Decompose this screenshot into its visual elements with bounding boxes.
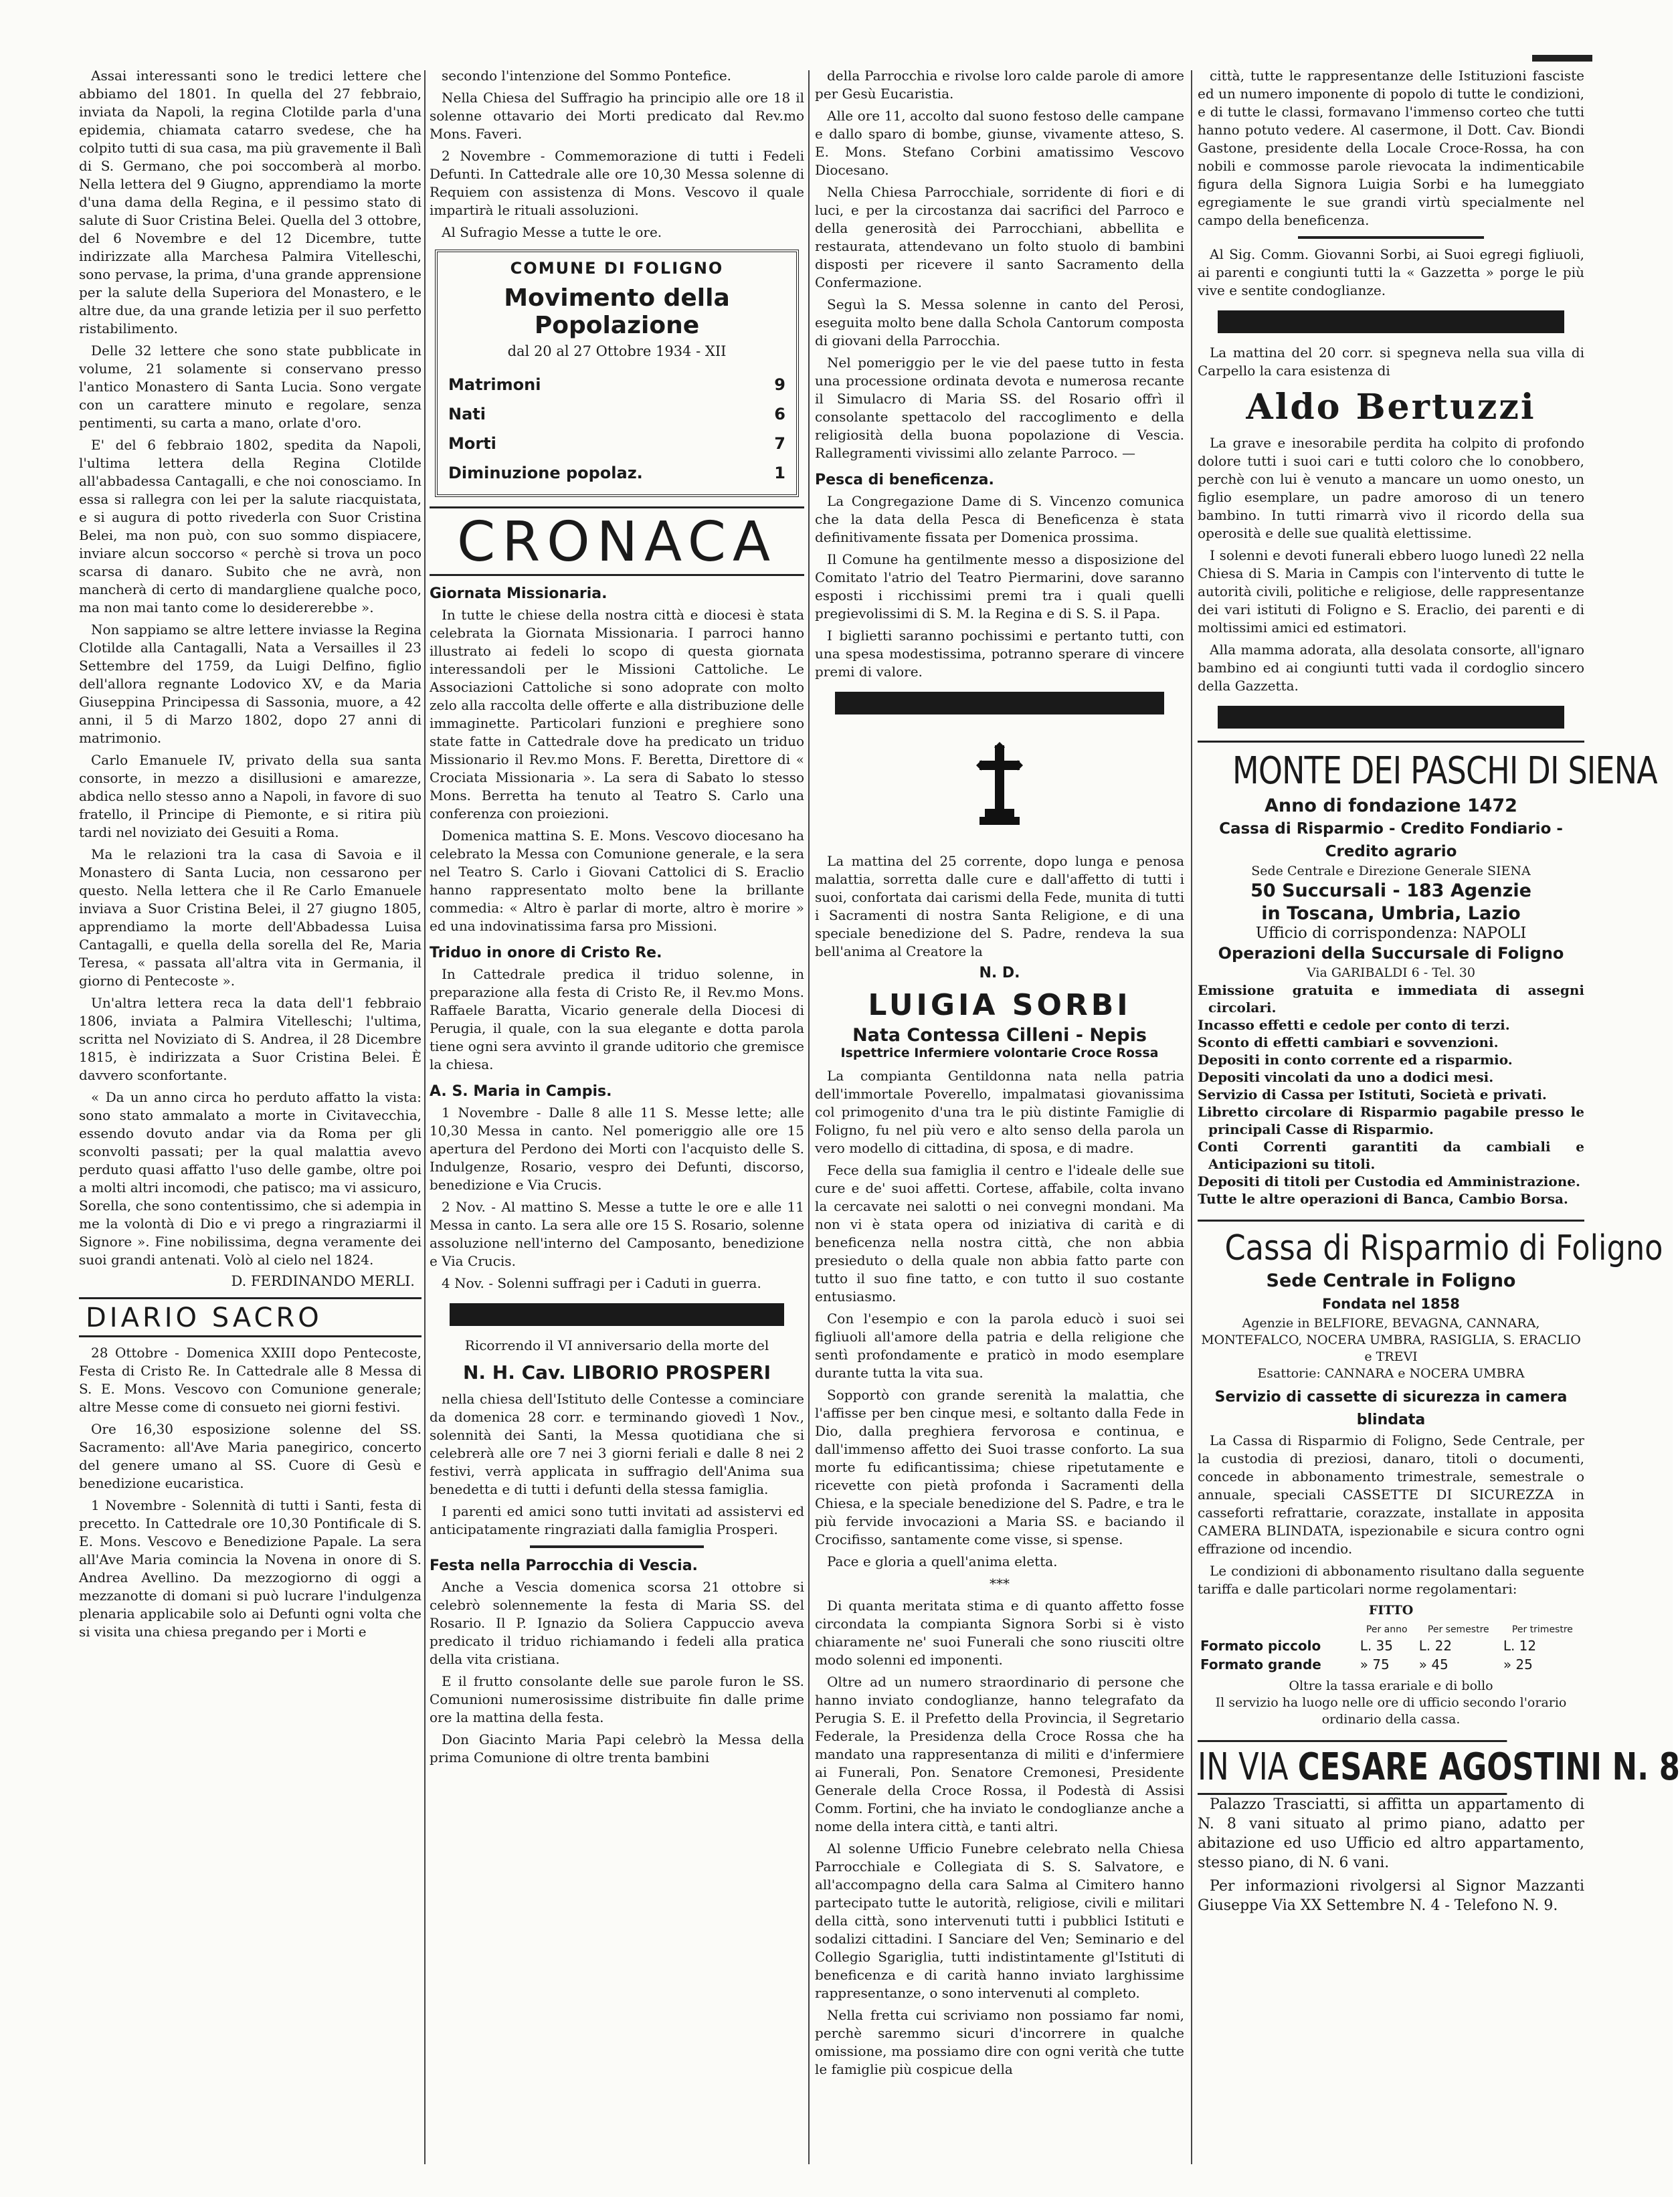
paragraph: Fece della sua famiglia il centro e l'ideale delle sue cure e de' suoi affetti. Cortese, affabile, colta invano la cercavate nei salotti o nei convegni mondani. Ma non vi è stata opera od iniziativa di carità e di beneficenza nella nostra città, che non abbia presieduto o della quale non abbia fatto parte con tutto il suo fine tatto, e con tutto il suo costante entusiasmo.	[815, 1162, 1184, 1305]
paragraph: I solenni e devoti funerali ebbero luogo lunedì 22 nella Chiesa di S. Maria in Campis con l'intervento di tutte le autorità civili, politiche e religiose, delle rappresentanze dei vari istituti di Foligno e S. Eraclio, dei parenti e di moltissimi amici ed estimatori.	[1198, 547, 1584, 636]
letters-article	[79, 67, 422, 1289]
paragraph: Le condizioni di abbonamento risultano dalla seguente tariffa e dalle particolari norme regolamentari:	[1198, 1563, 1584, 1597]
list-item: Emissione gratuita e immediata di assegni circolari.	[1198, 982, 1584, 1016]
stat-row	[448, 399, 785, 429]
paragraph: della Parrocchia e rivolse loro calde parole di amore per Gesù Eucaristia.	[815, 68, 1184, 102]
table-cell: L. 22	[1418, 1638, 1453, 1654]
heading: A. S. Maria in Campis.	[430, 1083, 612, 1100]
stat-row	[448, 458, 785, 488]
list-item: Libretto circolare di Risparmio pagabile presso le principali Casse di Risparmio.	[1198, 1104, 1584, 1137]
fitto-label: FITTO	[1368, 1603, 1414, 1618]
paragraph: 28 Ottobre - Domenica XXIII dopo Pentecoste, Festa di Cristo Re. In Cattedrale alle 8 Messa di S. E. Mons. Vescovo con Comunione generale; altre Messe come di consueto nei giorni festivi.	[79, 1345, 422, 1415]
paragraph: La Congregazione Dame di S. Vincenzo comunica che la data della Pesca di Beneficenza è stata definitivamente fissata per Domenica prossima.	[815, 493, 1184, 545]
ad-small: Agenzie in BELFIORE, BEVAGNA, CANNARA, MONTEFALCO, NOCERA UMBRA, RASIGLIA, S. ERACLIO e TREVI	[1201, 1316, 1581, 1364]
box-dates: dal 20 al 27 Ottobre 1934 - XII	[507, 343, 727, 359]
divider	[530, 1545, 704, 1548]
paragraph: Ore 16,30 esposizione solenne del SS. Sacramento: all'Ave Maria panegirico, concerto del genere umano al SS. Cuore di Gesù e benedizione eucaristica.	[79, 1421, 422, 1491]
table-cell: » 45	[1418, 1656, 1449, 1673]
paragraph: Don Giacinto Maria Papi celebrò la Messa della prima Comunione di oltre trenta bambini	[430, 1731, 804, 1765]
list-item: Incasso effetti e cedole per conto di terzi.	[1198, 1017, 1510, 1033]
title-nd: N. D.	[979, 965, 1020, 981]
paragraph: 4 Nov. - Solenni suffragi per i Caduti in guerra.	[442, 1275, 761, 1291]
column-rule	[424, 70, 426, 2164]
paragraph: La compianta Gentildonna nata nella patria dell'immortale Poverello, impalmatasi giovanissima col primogenito d'una tra le più distinte Famiglie di Foligno, fu nel più vero e alto senso della parola un vero modello di cittadina, di sposa, e di madre.	[815, 1068, 1184, 1156]
ad-title: Cassa di Risparmio di Foligno	[1224, 1228, 1663, 1268]
list-item: Conti Correnti garantiti da cambiali e Anticipazioni su titoli.	[1198, 1139, 1584, 1172]
table-cell: » 75	[1360, 1656, 1390, 1673]
stat-label: Matrimoni	[448, 375, 541, 394]
paragraph: Anche a Vescia domenica scorsa 21 ottobre si celebrò solennemente la festa di Maria SS. del Rosario. Il P. Ignazio da Soliera Cappuccio aveva predicato il triduo richiamando i fedeli alla pratica della vita cristiana.	[430, 1579, 804, 1667]
stat-label: Diminuzione popolaz.	[448, 464, 643, 482]
table-cell: Formato piccolo	[1200, 1638, 1321, 1654]
paragraph: Palazzo Trasciatti, si affitta un appartamento di N. 8 vani situato al primo piano, adatto per abitazione ed uso Ufficio ed altro appartamento, stesso piano, di N. 6 vani.	[1198, 1796, 1584, 1871]
table-cell: L. 35	[1360, 1638, 1394, 1654]
column-rule	[1191, 70, 1192, 2164]
ad-list	[1198, 981, 1584, 1208]
mourning-rule	[835, 692, 1164, 714]
heading: Pesca di beneficenza.	[815, 472, 994, 488]
table-cell: Formato grande	[1200, 1656, 1321, 1673]
list-item: Depositi in conto corrente ed a risparmio.	[1198, 1052, 1513, 1068]
paragraph: Non sappiamo se altre lettere inviasse la Regina Clotilde alla Cantagalli, Nata a Versailles il 23 Settembre del 1759, da Luigi Delfino, figlio dell'allora regnante Lodovico XV, e da Maria Giuseppina Principessa di Sassonia, muore, a 42 anni, il 5 di Marzo 1802, dopo 27 anni di matrimonio.	[79, 622, 422, 746]
ad-via-title	[1198, 1740, 1680, 1795]
paragraph: Sopportò con grande serenità la malattia, che l'affisse per ben cinque mesi, e soltanto dalla Fede in Dio, dalla preghiera fervorosa e continua, e dall'immenso affetto dei Suoi trasse conforto. La sua morte fu edificantissima; chiese ripetutamente e ricevette con pietà profonda i Sacramenti della Chiesa, e la speciale benedizione del S. Padre, e tra le più fervide invocazioni a Maria SS. e baciando il Crocifisso, santamente come visse, si spense.	[815, 1387, 1184, 1547]
paragraph: Ma le relazioni tra la casa di Savoia e il Monastero di Santa Lucia, non cessarono per questo. Nella lettera che il Re Carlo Emanuele inviava a Suor Cristina Belei, il 27 giugno 1805, apprendiamo la morte dell'Abbadessa Luisa Cantagalli, e quella della sorella del Re, Maria Teresa, « passata all'altra vita in Germania, il giorno di Pentecoste ».	[79, 846, 422, 989]
table-row	[1198, 1655, 1584, 1674]
paragraph: Pace e gloria a quell'anima eletta.	[827, 1553, 1058, 1569]
paragraph: In tutte le chiese della nostra città e diocesi è stata celebrata la Giornata Missionaria. I parroci hanno illustrato ai fedeli lo scopo di questa giornata interessandoli per le Missioni Cattoliche. Le Associazioni Cattoliche si sono adoprate con molto zelo alla raccolta delle offerte e alla distribuzione delle immaginette. Particolari funzioni e preghiere sono state fatte in Cattedrale dove ha predicato un triduo Missionario il Rev.mo Mons. F. Beretta, Direttore di « Crociata Missionaria ». La sera di Sabato lo stesso Mons. Berretta ha tenuto al Teatro S. Carlo una conferenza con proiezioni.	[430, 607, 804, 822]
paragraph: Ricorrendo il VI anniversario della morte del	[464, 1337, 769, 1353]
ad-line: Fondata nel 1858	[1322, 1296, 1460, 1312]
paragraph: Al Sig. Comm. Giovanni Sorbi, ai Suoi egregi figliuoli, ai parenti e congiunti tutti la « Gazzetta » porge le più vive e sentite condoglianze.	[1198, 246, 1584, 298]
list-item: Tutte le altre operazioni di Banca, Cambio Borsa.	[1198, 1191, 1568, 1207]
paragraph: Nel pomeriggio per le vie del paese tutto in festa una processione ordinata devota e numerosa recante il Simulacro di Maria SS. del Rosario offrì il consolante spettacolo del raccoglimento e della religiosità della buona popolazione di Vescia. Rallegramenti vivissimi allo zelante Parroco. —	[815, 355, 1184, 461]
table-row	[1198, 1636, 1584, 1655]
column-4	[1198, 67, 1680, 2168]
ad-small: Oltre la tassa erariale e di bollo	[1289, 1679, 1493, 1693]
paragraph: Con l'esempio e con la parola educò i suoi sei figliuoli all'amore della patria e della religione che sentì profondamente e praticò in modo esemplare durante tutta la vita sua.	[815, 1311, 1184, 1381]
paragraph: Un'altra lettera reca la data dell'1 febbraio 1806, inviata a Palmira Vitelleschi; l'ultima, scritta nel Noviziato di S. Andrea, il 28 Dicembre 1815, è indirizzata a Suor Cristina Belei. È davvero sconfortante.	[79, 995, 422, 1083]
deceased-subtitle: Nata Contessa Cilleni - Nepis	[852, 1025, 1147, 1046]
table-header	[1198, 1623, 1584, 1636]
paragraph: Al solenne Ufficio Funebre celebrato nella Chiesa Parrocchiale e Collegiata di S. S. Salvatore, e all'accompagno della cara Salma al Cimitero hanno partecipato tutte le autorità, religiose, civili e militari della città, sono intervenuti tutti i pubblici Istituti e sodalizi cittadini. I Sanciare del Ven; Seminario e del Collegio Sgariglia, tutti indistintamente gl'Istituti di beneficenza e di carità hanno inviato larghissime rappresentanze, o sono intervenuti al completo.	[815, 1840, 1184, 2001]
paragraph: 2 Nov. - Al mattino S. Messe a tutte le ore e alle 11 Messa in canto. La sera alle ore 15 S. Rosario, solenne assoluzione nell'interno del Camposanto, benedizione e Via Crucis.	[430, 1199, 804, 1269]
stat-value: 6	[774, 405, 785, 423]
table-cell: Per anno	[1366, 1624, 1408, 1635]
table-cell: Per semestre	[1427, 1624, 1489, 1635]
deceased-name: Aldo Bertuzzi	[1246, 387, 1536, 427]
ad-line: Servizio di cassette di sicurezza in camera blindata	[1214, 1389, 1568, 1428]
ad-line: Anno di fondazione 1472	[1265, 795, 1517, 816]
ad-title-part: CESARE AGOSTINI N. 8	[1297, 1745, 1680, 1789]
heading: Triduo in onore di Cristo Re.	[430, 945, 662, 961]
paragraph: Alle ore 11, accolto dal suono festoso delle campane e dallo sparo di bombe, giunse, vivamente atteso, S. E. Mons. Stefano Corbini amatissimo Vescovo Diocesano.	[815, 108, 1184, 178]
paragraph: Per informazioni rivolgersi al Signor Mazzanti Giuseppe Via XX Settembre N. 4 - Telefono N. 9.	[1198, 1878, 1584, 1914]
paragraph: I parenti ed amici sono tutti invitati ad assistervi ed anticipatamente ringraziati dalla famiglia Prosperi.	[430, 1503, 804, 1537]
column-rule	[808, 70, 810, 2164]
mourning-rule	[1218, 706, 1564, 729]
stat-label: Morti	[448, 434, 496, 453]
ad-small: Il servizio ha luogo nelle ore di ufficio secondo l'orario ordinario della cassa.	[1215, 1695, 1567, 1727]
paragraph: Di quanta meritata stima e di quanto affetto fosse circondata la compianta Signora Sorbi si è visto chiaramente ne' suoi Funerali che sono riusciti oltre modo solenni ed imponenti.	[815, 1598, 1184, 1668]
list-item: Depositi di titoli per Custodia ed Amministrazione.	[1198, 1173, 1580, 1189]
paragraph: 1 Novembre - Solennità di tutti i Santi, festa di precetto. In Cattedrale ore 10,30 Pontificale di S. E. Mons. Vescovo e Benedizione Papale. La sera all'Ave Maria comincia la Novena in onore di S. Andrea Avellino. Da mezzogiorno di oggi a mezzanotte di domani si può lucrare l'indulgenza plenaria applicabile solo ai Defunti ogni volta che si visita una chiesa pregando per i Morti e	[79, 1497, 422, 1640]
ad-line: in Toscana, Umbria, Lazio	[1261, 903, 1521, 924]
stat-label: Nati	[448, 405, 486, 423]
paragraph: 2 Novembre - Commemorazione di tutti i Fedeli Defunti. In Cattedrale alle ore 10,30 Messa solenne di Requiem con assistenza di Mons. Vescovo il quale impartirà le rituali assoluzioni.	[430, 148, 804, 218]
stat-value: 7	[774, 434, 785, 453]
population-box	[435, 250, 799, 497]
table-cell	[1198, 1623, 1358, 1636]
cross-icon	[815, 725, 1184, 846]
stat-value: 9	[774, 375, 785, 394]
paragraph: Seguì la S. Messa solenne in canto del Perosi, eseguita molto bene dalla Schola Cantorum composta di giovani della Parrocchia.	[815, 296, 1184, 349]
ad-line: Operazioni della Succursale di Foligno	[1218, 944, 1564, 963]
paragraph: « Da un anno circa ho perduto affatto la vista: sono stato ammalato a morte in Civitavecchia, essendo dovuto andar via da Roma per gli sconvolti passati; per la qual malattia avevo perduto quasi affatto l'uso delle gambe, oltre poi a molti altri incomodi, che patisco; ma vi assicuro, Sorella, che sono contentissimo, che si adempia in me la volontà di Dio e vi prego a ringraziarmi il Signore ». Fine nobilissima, degna veramente dei suoi grandi antenati. Volò al cielo nel 1824.	[79, 1089, 422, 1268]
paragraph: In Cattedrale predica il triduo solenne, in preparazione alla festa di Cristo Re, il Rev.mo Mons. Raffaele Baratta, Vicario generale della Diocesi di Perugia, il quale, con la sua elegante e dotta parola tiene ogni sera avvinto il grande uditorio che gremisce la chiesa.	[430, 966, 804, 1072]
ad-small: Ufficio di corrispondenza: NAPOLI	[1255, 925, 1527, 942]
box-heading: COMUNE DI FOLIGNO	[510, 259, 724, 278]
paragraph: Al Sufragio Messe a tutte le ore.	[442, 224, 662, 240]
deceased-name: N. H. Cav. LIBORIO PROSPERI	[462, 1361, 771, 1383]
paragraph: Oltre ad un numero straordinario di persone che hanno inviato condoglianze, hanno telegrafato da Perugia S. E. il Prefetto della Provincia, il Segretario Federale, la Presidenza della Croce Rossa che ha mandato una rappresentanza di militi e d'infermiere ai Funerali, Pon. Senatore Cremonesi, Presidente Generale della Croce Rossa, il Podestà di Assisi Comm. Fortini, che ha inviato le condoglianze anche a nome della intera città, e tanti altri.	[815, 1674, 1184, 1834]
heading: Giornata Missionaria.	[430, 585, 608, 602]
mourning-rule	[1218, 310, 1564, 333]
stat-row	[448, 429, 785, 458]
paragraph: secondo l'intenzione del Sommo Pontefice.	[442, 68, 732, 84]
ad-monte-paschi	[1198, 741, 1657, 1208]
ad-cassa-risparmio	[1198, 1220, 1663, 1728]
section-title-diario: DIARIO SACRO	[79, 1297, 422, 1337]
author-signature: D. FERDINANDO MERLI.	[231, 1273, 415, 1289]
paragraph: Nella Chiesa Parrocchiale, sorridente di fiori e di luci, e per la circostanza dai sacrifici del Parroco e della generosità dei Parrocchiani, abbellita e restaurata, attendevano un folto stuolo di bambini disposti per ricevere il santo Sacramento della Confermazione.	[815, 184, 1184, 290]
paragraph: Il Comune ha gentilmente messo a disposizione del Comitato l'atrio del Teatro Piermarini, dove saranno esposti i ricchissimi premi tra i quali quelli pregievolissimi di S. M. la Regina e di S. S. il Papa.	[815, 551, 1184, 622]
top-rule	[1532, 55, 1592, 62]
mourning-rule	[450, 1303, 784, 1326]
deceased-name: LUIGIA SORBI	[868, 988, 1131, 1022]
stat-value: 1	[774, 464, 785, 482]
box-title: Movimento della Popolazione	[504, 284, 730, 339]
table-cell: Per trimestre	[1511, 1624, 1573, 1635]
table-cell: L. 12	[1503, 1638, 1537, 1654]
ad-small: Esattorie: CANNARA e NOCERA UMBRA	[1257, 1366, 1525, 1381]
paragraph: Assai interessanti sono le tredici lettere che abbiamo del 1801. In quella del 27 febbraio, inviata da Napoli, la regina Clotilde parla d'una epidemia, chiamata catarro svedese, che ha colpito tutti di sua casa, ma più gravemente il Balì di S. Germano, che poi soccomberà al morbo. Nella lettera del 9 Giugno, apprendiamo la morte d'una dama della Regina, e il pessimo stato di salute di Suor Cristina Belei. Quella del 3 ottobre, del 6 Novembre e del 12 Dicembre, tutte indirizzate alla Marchesa Palmira Vitelleschi, sono pervase, la prima, d'una grande apprensione per la salute della Superiora del Monastero, e le altre due, da una grande letizia per il suo perfetto ristabilimento.	[79, 68, 422, 337]
ad-line: Cassa di Risparmio - Credito Fondiario - Credito agrario	[1219, 820, 1563, 860]
stat-row	[448, 370, 785, 399]
paragraph: E il frutto consolante delle sue parole furon le SS. Comunioni numerosissime distribuite fin dalle prime ore la mattina della festa.	[430, 1673, 804, 1725]
paragraph: Alla mamma adorata, alla desolata consorte, all'ignaro bambino ed ai congiunti tutti vada il cordoglio sincero della Gazzetta.	[1198, 642, 1584, 694]
paragraph: La Cassa di Risparmio di Foligno, Sede Centrale, per la custodia di preziosi, danaro, titoli o documenti, concede in abbonamento trimestrale, semestrale o annuale, speciali CASSETTE DI SICUREZZA in casseforti refrattarie, corazzate, installate in apposita CAMERA BLINDATA, ispezionabile e sicura contro ogni effrazione od incendio.	[1198, 1432, 1584, 1557]
paragraph: La grave e inesorabile perdita ha colpito di profondo dolore tutti i suoi cari e tutti coloro che lo conobbero, perchè con lui è venuto a mancare un uomo onesto, un figlio esemplare, un padre amoroso di un tenero bambino. In tutti rimarrà vivo il ricordo della sua operosità e delle sue qualità elettissime.	[1198, 435, 1584, 541]
ad-line: 50 Succursali - 183 Agenzie	[1250, 880, 1531, 901]
column-2	[430, 67, 804, 2168]
heading: Festa nella Parrocchia di Vescia.	[430, 1557, 698, 1574]
paragraph: Carlo Emanuele IV, privato della sua santa consorte, in mezzo a disillusioni e amarezze, abdica nello stesso anno a Napoli, in favore di suo fratello, il Principe di Piemonte, e si ritira più tardi nel noviziato dei Gesuiti a Roma.	[79, 752, 422, 840]
stars-divider: ***	[990, 1575, 1010, 1592]
ad-small: Sede Centrale e Direzione Generale SIENA	[1251, 864, 1531, 878]
section-title-cronaca: CRONACA	[430, 506, 804, 576]
paragraph: Nella fretta cui scriviamo non possiamo far nomi, perchè saremmo sicuri d'incorrere in qualche omissione, ma possiamo dire con ogni verità che tutte le famiglie più cospicue della	[815, 2007, 1184, 2077]
divider	[1298, 236, 1484, 239]
ad-small: Via GARIBALDI 6 - Tel. 30	[1307, 965, 1475, 980]
column-3	[815, 67, 1184, 2168]
paragraph: nella chiesa dell'Istituto delle Contesse a cominciare da domenica 28 corr. e terminando giovedì 1 Nov., solennità dei Santi, la Messa quotidiana che si celebrerà alle ore 7 nei 3 giorni feriali e dalle 8 nei 2 festivi, verrà applicata in suffragio dell'Anima sua benedetta e di tutti i defunti della stessa famiglia.	[430, 1391, 804, 1497]
paragraph: Delle 32 lettere che sono state pubblicate in volume, 21 solamente si conservano presso l'antico Monastero di Santa Lucia. Sono vergate con un carattere minuto e regolare, senza pentimenti, su carta a mano, orlate d'oro.	[79, 343, 422, 431]
ad-line: Sede Centrale in Foligno	[1266, 1270, 1516, 1291]
list-item: Servizio di Cassa per Istituti, Società e privati.	[1198, 1086, 1547, 1103]
fitto-table	[1198, 1623, 1584, 1674]
list-item: Sconto di effetti cambiari e sovvenzioni.	[1198, 1034, 1499, 1050]
column-1	[79, 67, 422, 2168]
ad-title: MONTE DEI PASCHI DI SIENA	[1232, 749, 1657, 793]
paragraph: Domenica mattina S. E. Mons. Vescovo diocesano ha celebrato la Messa con Comunione generale, e la sera nel Teatro S. Carlo i Giovani Cattolici di S. Eraclio hanno rappresentato molto bene la brillante commedia: « Altro è parlar di morte, altro è morire » ed una indovinatissima farsa pro Missioni.	[430, 828, 804, 934]
list-item: Depositi vincolati da uno a dodici mesi.	[1198, 1069, 1494, 1085]
paragraph: La mattina del 25 corrente, dopo lunga e penosa malattia, sorretta dalle cure e dall'affetto di tutti i suoi, confortata dai carismi della Fede, munita di tutti i Sacramenti di nostra Santa Religione, e di una speciale benedizione del S. Padre, rendeva la sua bell'anima al Creatore la	[815, 853, 1184, 959]
ad-title-part: IN VIA	[1198, 1745, 1289, 1789]
paragraph: città, tutte le rappresentanze delle Istituzioni fasciste ed un numero imponente di popolo di tutte le condizioni, e di tutte le classi, formavano l'immenso corteo che tutti hanno potuto vedere. Al casermone, il Dott. Cav. Biondi Gastone, presidente della Locale Croce-Rossa, ha con nobili e commosse parole rievocata la indimenticabile figura della Signora Luigia Sorbi e ha lumeggiato egregiamente le sue grandi virtù specialmente nel campo della beneficenza.	[1198, 68, 1584, 228]
paragraph: Nella Chiesa del Suffragio ha principio alle ore 18 il solenne ottavario dei Morti predicato dal Rev.mo Mons. Faveri.	[430, 90, 804, 142]
table-cell: » 25	[1503, 1656, 1533, 1673]
paragraph: 1 Novembre - Dalle 8 alle 11 S. Messe lette; alle 10,30 Messa in canto. Nel pomeriggio alle ore 15 apertura del Perdono dei Morti con l'acquisto delle S. Indulgenze, Rosario, vespro dei Defunti, discorso, benedizione e Via Crucis.	[430, 1105, 804, 1193]
deceased-role: Ispettrice Infermiere volontarie Croce Rossa	[840, 1046, 1159, 1060]
paragraph: La mattina del 20 corr. si spegneva nella sua villa di Carpello la cara esistenza di	[1198, 345, 1584, 379]
paragraph: E' del 6 febbraio 1802, spedita da Napoli, l'ultima lettera della Regina Clotilde all'abbadessa Cantagalli, e che noi conosciamo. In essa si rallegra con lei per la salute riacquistata, e si augura di potto rivederla con Suor Cristina Belei, ma non può, con suo sommo dispiacere, inviare alcun soccorso « perchè si trova un poco scarsa di danaro. Subito che ne avrà, non mancherà di certo di mandargliene qualche poco, ma non mai tanto come lo desidererebbe ».	[79, 437, 422, 615]
paragraph: I biglietti saranno pochissimi e pertanto tutti, con una spesa modestissima, potranno sperare di vincere premi di valore.	[815, 628, 1184, 680]
